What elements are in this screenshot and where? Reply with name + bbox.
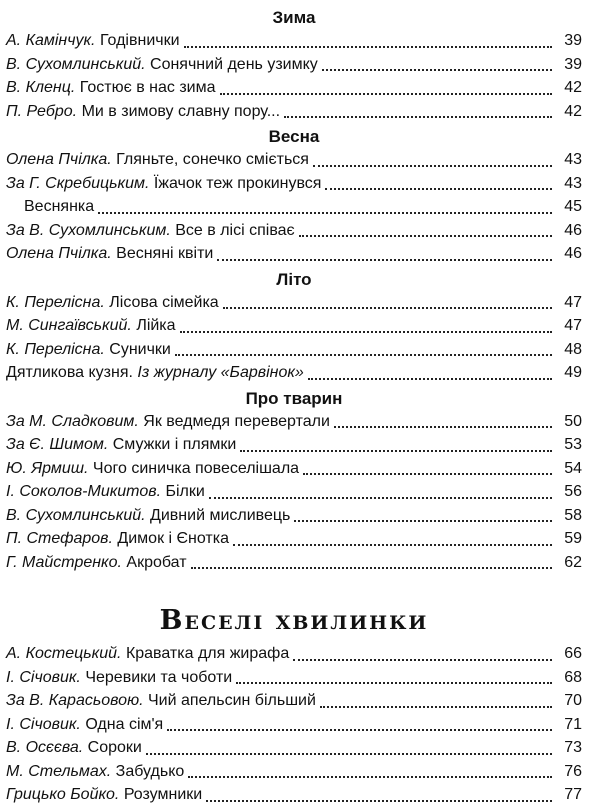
dot-leader bbox=[236, 681, 552, 684]
dot-leader bbox=[284, 115, 552, 118]
toc-entry[interactable] bbox=[6, 551, 582, 575]
toc-entry[interactable] bbox=[6, 689, 582, 713]
toc-entry[interactable] bbox=[6, 527, 582, 551]
entry-author: М. Сингаївський. bbox=[6, 317, 132, 334]
toc-entry[interactable] bbox=[6, 736, 582, 760]
entry-author: К. Перелісна. bbox=[6, 293, 105, 311]
entry-text bbox=[6, 760, 184, 784]
dot-leader bbox=[175, 353, 552, 356]
entry-page-number: 70 bbox=[564, 692, 582, 709]
entry-author: А. Костецький. bbox=[6, 645, 122, 662]
dot-leader bbox=[209, 496, 552, 499]
section-heading: Весна bbox=[268, 127, 320, 146]
entry-source: Із журналу «Барвінок» bbox=[137, 364, 304, 381]
section-heading: Зима bbox=[272, 8, 316, 27]
entry-text bbox=[6, 642, 289, 666]
dot-leader bbox=[146, 752, 552, 755]
entry-text bbox=[6, 314, 176, 338]
entry-title: Веснянка bbox=[24, 198, 95, 215]
entry-text bbox=[6, 713, 163, 737]
entry-text bbox=[6, 53, 318, 77]
entry-page-number: 47 bbox=[564, 293, 582, 311]
dot-leader bbox=[188, 775, 552, 778]
entry-author: В. Осєєва. bbox=[6, 739, 84, 756]
entry-author: К. Перелісна. bbox=[6, 340, 105, 358]
toc-entry[interactable] bbox=[6, 361, 582, 385]
entry-author: В. Сухомлинський. bbox=[6, 55, 146, 73]
entry-author: В. Кленц. bbox=[6, 79, 76, 96]
entry-page-number: 42 bbox=[564, 102, 582, 120]
toc-entry[interactable] bbox=[6, 53, 582, 77]
entry-text bbox=[6, 457, 299, 481]
toc-entry[interactable] bbox=[6, 314, 582, 338]
toc-entry[interactable] bbox=[6, 172, 582, 196]
toc-entry[interactable] bbox=[6, 457, 582, 481]
dot-leader bbox=[217, 258, 552, 261]
toc-entry[interactable] bbox=[6, 433, 582, 457]
dot-leader bbox=[220, 92, 553, 95]
entry-title: Чого синичка повеселішала bbox=[92, 459, 300, 477]
dot-leader bbox=[303, 472, 552, 475]
section-heading: Літо bbox=[276, 269, 312, 289]
section-gap bbox=[6, 574, 582, 604]
entry-author: Олена Пчілка. bbox=[6, 151, 112, 168]
entry-title: Сунички bbox=[109, 340, 171, 358]
entry-page-number: 58 bbox=[564, 506, 582, 524]
dot-leader bbox=[206, 799, 552, 802]
entry-page-number: 56 bbox=[564, 483, 582, 500]
entry-title: Гляньте, сонечко сміється bbox=[116, 151, 309, 168]
entry-page-number: 71 bbox=[564, 715, 582, 733]
entry-page-number: 76 bbox=[564, 762, 582, 780]
toc-entry[interactable] bbox=[6, 642, 582, 666]
dot-leader bbox=[334, 425, 552, 428]
entry-title: Сороки bbox=[87, 739, 142, 756]
dot-leader bbox=[98, 211, 552, 214]
entry-page-number: 49 bbox=[564, 364, 582, 381]
toc-entry[interactable] bbox=[6, 100, 582, 124]
dot-leader bbox=[167, 728, 552, 731]
entry-page-number: 39 bbox=[564, 32, 582, 49]
toc-entry[interactable] bbox=[6, 148, 582, 172]
dot-leader bbox=[240, 449, 552, 452]
toc-entry[interactable] bbox=[6, 410, 582, 434]
entry-author: За В. Сухомлинським. bbox=[6, 221, 171, 239]
entry-author: Ю. Ярмиш. bbox=[6, 459, 89, 477]
entry-title: Як ведмедя перевертали bbox=[143, 412, 330, 430]
entry-title: Розумники bbox=[123, 786, 203, 803]
entry-text bbox=[6, 242, 213, 266]
entry-text bbox=[6, 783, 202, 807]
entry-author: П. Ребро. bbox=[6, 102, 78, 120]
entry-page-number: 43 bbox=[564, 151, 582, 168]
entry-author: А. Камінчук. bbox=[6, 32, 96, 49]
toc-entry[interactable] bbox=[6, 195, 582, 219]
entry-page-number: 50 bbox=[564, 412, 582, 430]
entry-author: Грицько Бойко. bbox=[6, 786, 120, 803]
entry-text bbox=[6, 100, 280, 124]
entry-text bbox=[6, 76, 216, 100]
toc-entry[interactable] bbox=[6, 242, 582, 266]
entry-page-number: 68 bbox=[564, 668, 582, 686]
toc-entry[interactable] bbox=[6, 338, 582, 362]
entry-page-number: 42 bbox=[564, 79, 582, 96]
dot-leader bbox=[223, 306, 552, 309]
entry-title: Дятликова кузня. bbox=[6, 364, 133, 381]
dot-leader bbox=[313, 164, 552, 167]
entry-text bbox=[6, 527, 229, 551]
dot-leader bbox=[322, 68, 552, 71]
entry-author: За Г. Скребицьким. bbox=[6, 174, 150, 192]
entry-text bbox=[6, 410, 330, 434]
dot-leader bbox=[293, 658, 552, 661]
entry-text bbox=[6, 29, 180, 53]
toc-entry[interactable] bbox=[6, 76, 582, 100]
dot-leader bbox=[308, 377, 552, 380]
toc-entry[interactable] bbox=[6, 29, 582, 53]
dot-leader bbox=[320, 705, 552, 708]
entry-title: Білки bbox=[165, 483, 205, 500]
entry-author: За В. Карасьовою. bbox=[6, 692, 144, 709]
entry-text bbox=[24, 195, 94, 219]
toc-entry[interactable] bbox=[6, 291, 582, 315]
entry-author: М. Стельмах. bbox=[6, 762, 112, 780]
entry-page-number: 48 bbox=[564, 340, 582, 358]
entry-page-number: 54 bbox=[564, 459, 582, 477]
toc-entry[interactable] bbox=[6, 713, 582, 737]
toc-entry[interactable] bbox=[6, 783, 582, 807]
entry-text bbox=[6, 480, 205, 504]
entry-page-number: 77 bbox=[564, 786, 582, 803]
toc-entry[interactable] bbox=[6, 760, 582, 784]
toc-entry[interactable] bbox=[6, 480, 582, 504]
entry-title: Лісова сімейка bbox=[109, 293, 219, 311]
entry-title: Все в лісі співає bbox=[175, 221, 295, 239]
entry-page-number: 47 bbox=[564, 317, 582, 334]
entry-text bbox=[6, 736, 142, 760]
entry-title: Смужки і плямки bbox=[112, 436, 237, 453]
entry-title: Акробат bbox=[126, 553, 187, 571]
dot-leader bbox=[294, 519, 552, 522]
entry-title: Сонячний день узимку bbox=[150, 55, 318, 73]
entry-text bbox=[6, 338, 171, 362]
entry-title: Весняні квіти bbox=[116, 245, 214, 262]
section-heading: Про тварин bbox=[245, 388, 343, 408]
toc-entry[interactable] bbox=[6, 666, 582, 690]
entry-text bbox=[6, 148, 309, 172]
entry-text bbox=[6, 291, 219, 315]
entry-text bbox=[6, 504, 290, 528]
entry-title: Краватка для жирафа bbox=[125, 645, 290, 662]
entry-title: Годівнички bbox=[99, 32, 180, 49]
entry-author: За Є. Шимом. bbox=[6, 436, 109, 453]
entry-author: В. Сухомлинський. bbox=[6, 506, 146, 524]
entry-page-number: 66 bbox=[564, 645, 582, 662]
entry-page-number: 45 bbox=[564, 198, 582, 215]
dot-leader bbox=[299, 234, 552, 237]
dot-leader bbox=[180, 330, 552, 333]
entry-author: За М. Сладковим. bbox=[6, 412, 139, 430]
dot-leader bbox=[325, 187, 552, 190]
entry-title: Одна сім'я bbox=[85, 715, 164, 733]
chapter-heading: Веселі хвилинки bbox=[159, 605, 429, 636]
entry-title: Лійка bbox=[136, 317, 176, 334]
entry-title: Забудько bbox=[115, 762, 185, 780]
toc-entry[interactable] bbox=[6, 219, 582, 243]
entry-page-number: 73 bbox=[564, 739, 582, 756]
entry-author: І. Січовик. bbox=[6, 715, 81, 733]
toc-entry[interactable] bbox=[6, 504, 582, 528]
entry-title: Дивний мисливець bbox=[150, 506, 291, 524]
entry-title: Гостює в нас зима bbox=[79, 79, 216, 96]
entry-page-number: 39 bbox=[564, 55, 582, 73]
dot-leader bbox=[184, 45, 552, 48]
entry-page-number: 62 bbox=[564, 553, 582, 571]
entry-author: І. Січовик. bbox=[6, 668, 81, 686]
entry-page-number: 46 bbox=[564, 221, 582, 239]
entry-title: Чий апельсин більший bbox=[148, 692, 316, 709]
entry-text bbox=[6, 172, 321, 196]
entry-text bbox=[6, 551, 187, 575]
entry-title: Димок і Єнотка bbox=[117, 530, 229, 547]
entry-page-number: 53 bbox=[564, 436, 582, 453]
entry-text bbox=[6, 689, 316, 713]
entry-text bbox=[6, 666, 232, 690]
entry-text bbox=[6, 361, 304, 385]
entry-author: Олена Пчілка. bbox=[6, 245, 112, 262]
dot-leader bbox=[233, 543, 552, 546]
entry-author: П. Стефаров. bbox=[6, 530, 113, 547]
entry-text bbox=[6, 433, 236, 457]
entry-author: І. Соколов-Микитов. bbox=[6, 483, 162, 500]
entry-page-number: 43 bbox=[564, 174, 582, 192]
entry-text bbox=[6, 219, 295, 243]
entry-title: Їжачок теж прокинувся bbox=[153, 174, 322, 192]
entry-title: Черевики та чоботи bbox=[85, 668, 233, 686]
entry-title: Ми в зимову славну пору... bbox=[81, 102, 281, 120]
entry-author: Г. Майстренко. bbox=[6, 553, 122, 571]
entry-page-number: 46 bbox=[564, 245, 582, 262]
dot-leader bbox=[191, 566, 552, 569]
entry-page-number: 59 bbox=[564, 530, 582, 547]
